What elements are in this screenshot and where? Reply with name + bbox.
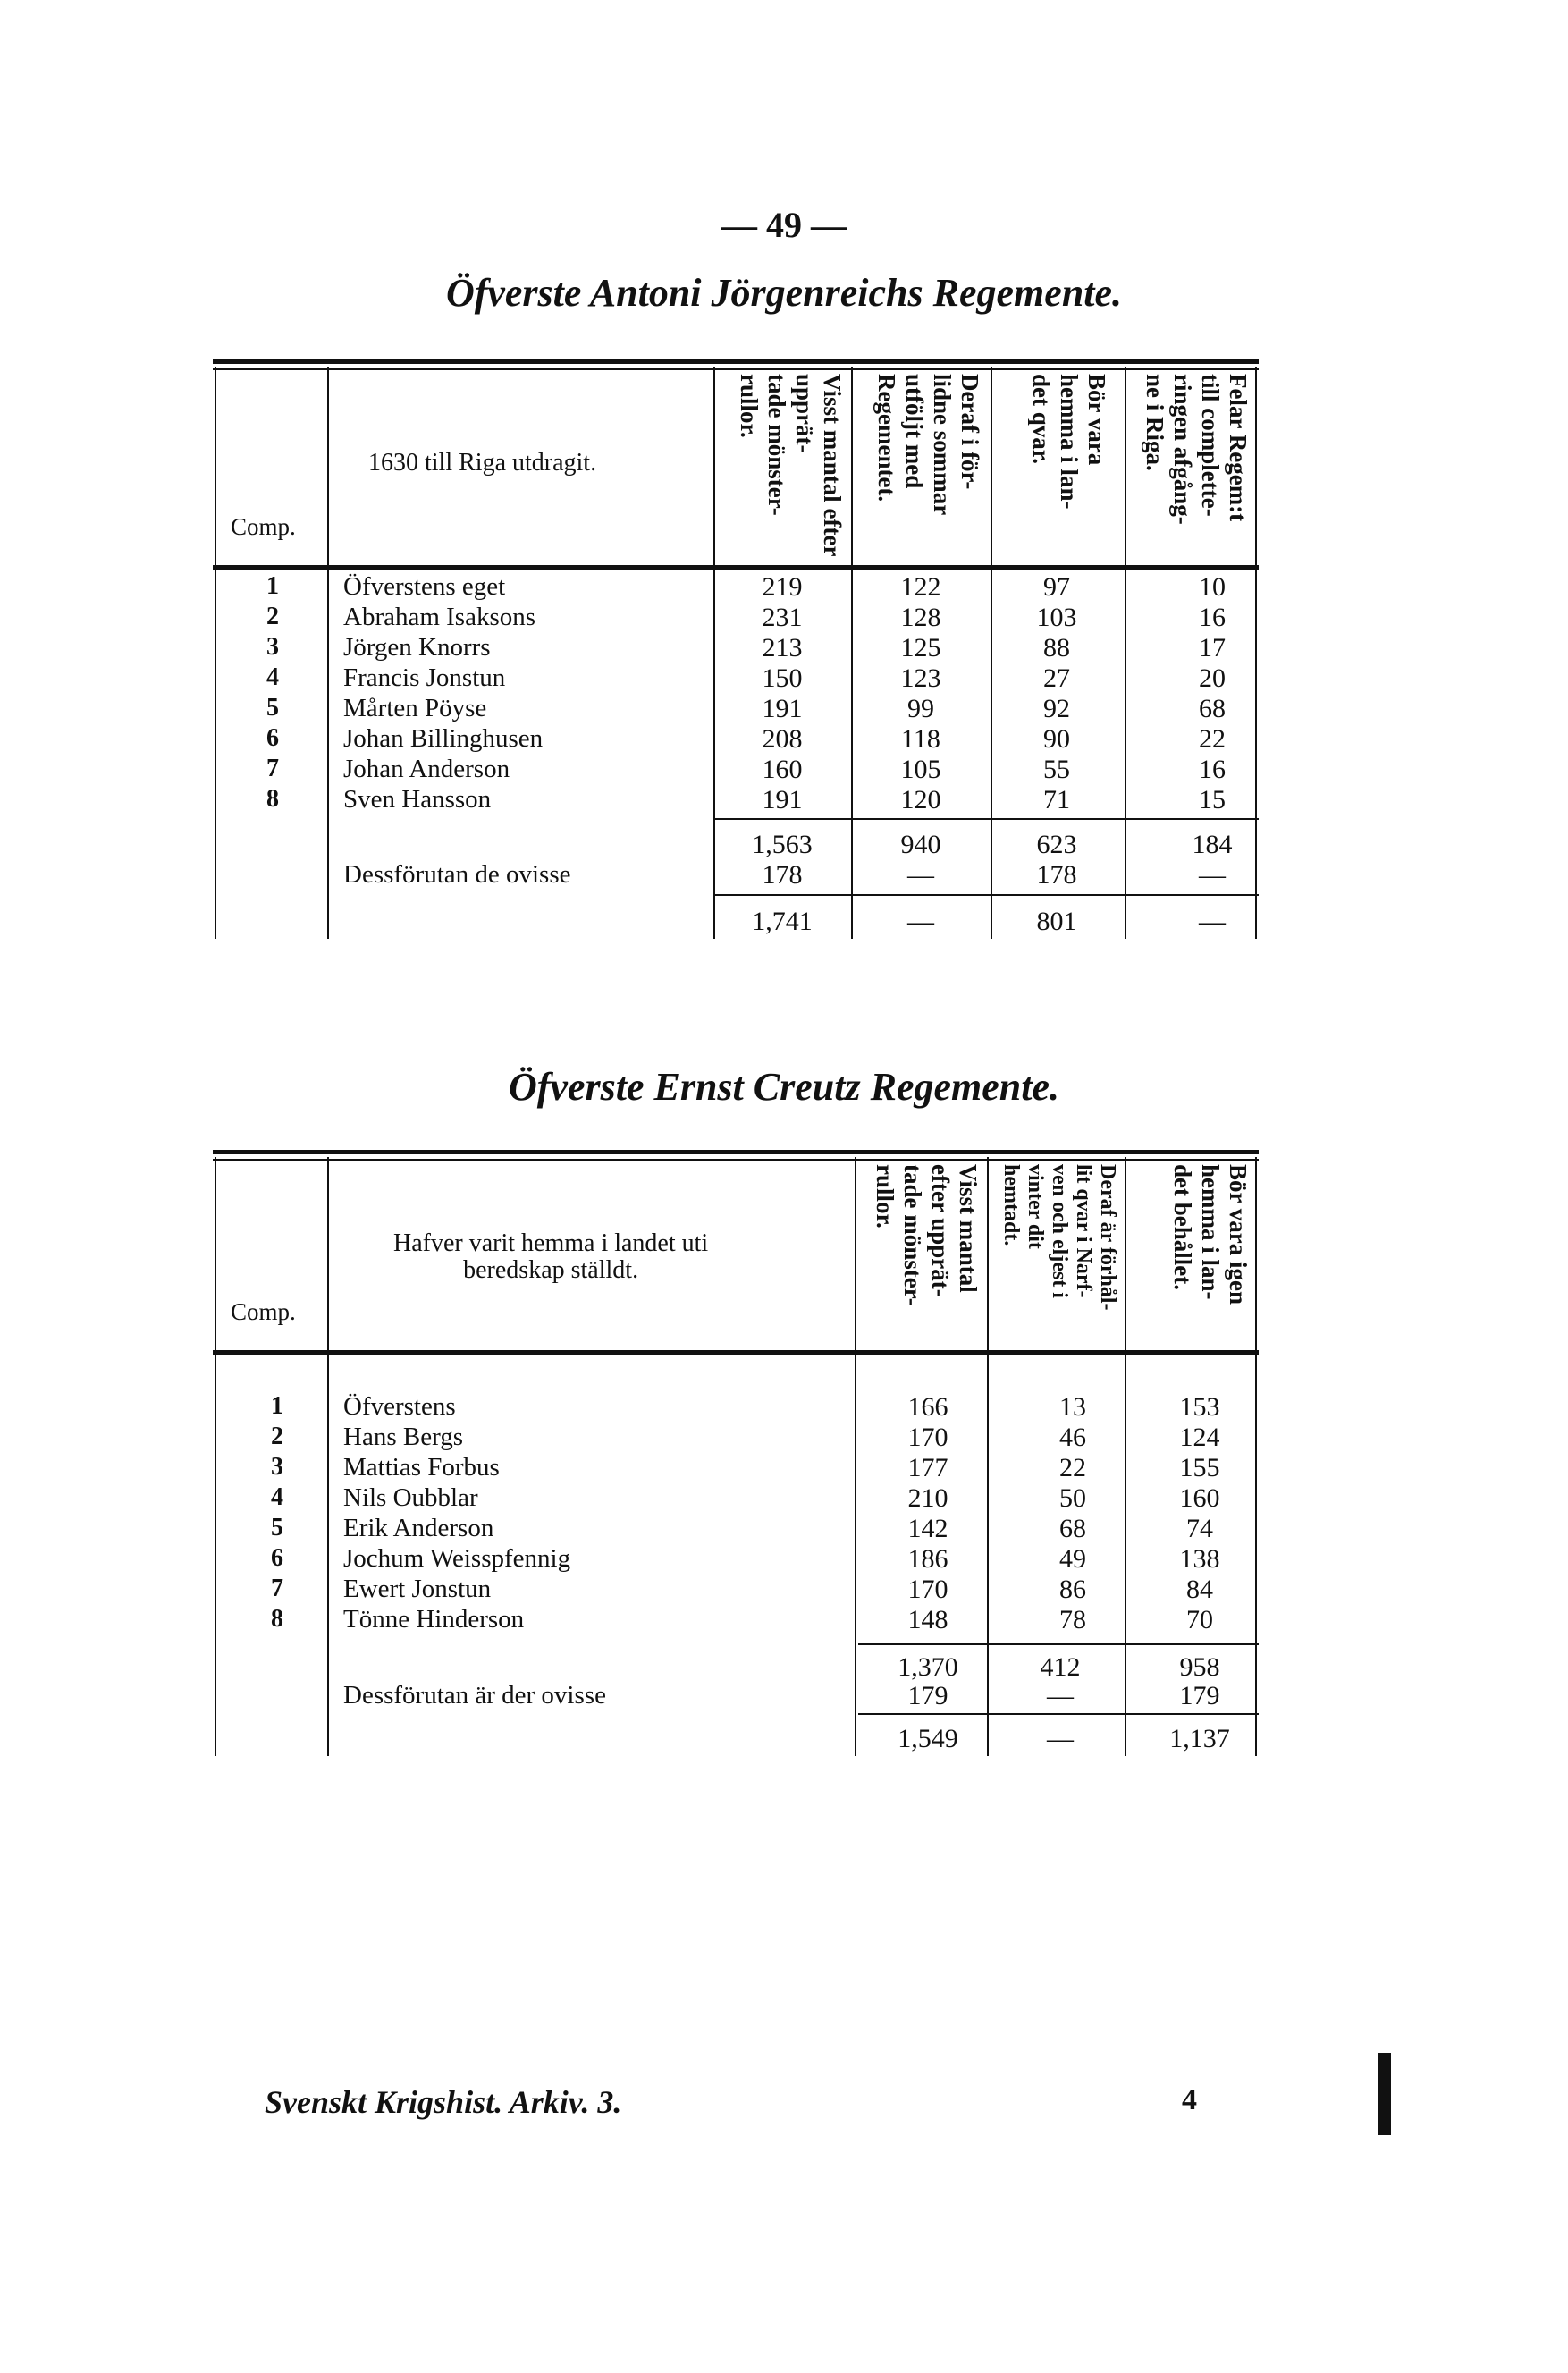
comp-header: Comp. bbox=[231, 513, 296, 540]
table1-title: Öfverste Antoni Jörgenreichs Regemente. bbox=[445, 271, 1123, 315]
description-header: 1630 till Riga utdragit. bbox=[368, 449, 597, 477]
table2-title: Öfverste Ernst Creutz Regemente. bbox=[509, 1065, 1059, 1109]
col-header-behallet: Bör vara igen hemma i lan- det behållet. bbox=[1169, 1164, 1252, 1305]
col-header-mantal: Visst mantal efter upprät- tade mönster- rullor. bbox=[736, 374, 846, 556]
col-header-felar: Felar Regem:t till complette- ringen afgång- ne i Riga. bbox=[1142, 374, 1252, 525]
description-header: Hafver varit hemma i landet uti beredskap ställdt. bbox=[393, 1229, 709, 1284]
col-header-utfoljt: Deraf i för- lidne sommar utföljt med Regementet. bbox=[873, 374, 983, 516]
signature-mark: 4 bbox=[1182, 2083, 1197, 2116]
page-number: — 49 — bbox=[721, 205, 847, 245]
comp-header: Comp. bbox=[231, 1298, 296, 1325]
col-header-mantal: Visst mantal efter upprät- tade mönster- rullor. bbox=[872, 1164, 982, 1306]
col-header-forhallit: Deraf är förhål- lit qvar i Narf- ven och eljest i vinter dit hemtadt. bbox=[999, 1164, 1119, 1311]
col-header-hemma: Bör vara hemma i lan- det qvar. bbox=[1028, 374, 1110, 510]
footer-signature: Svenskt Krigshist. Arkiv. 3. bbox=[265, 2084, 622, 2120]
edge-mark bbox=[1378, 2053, 1391, 2135]
